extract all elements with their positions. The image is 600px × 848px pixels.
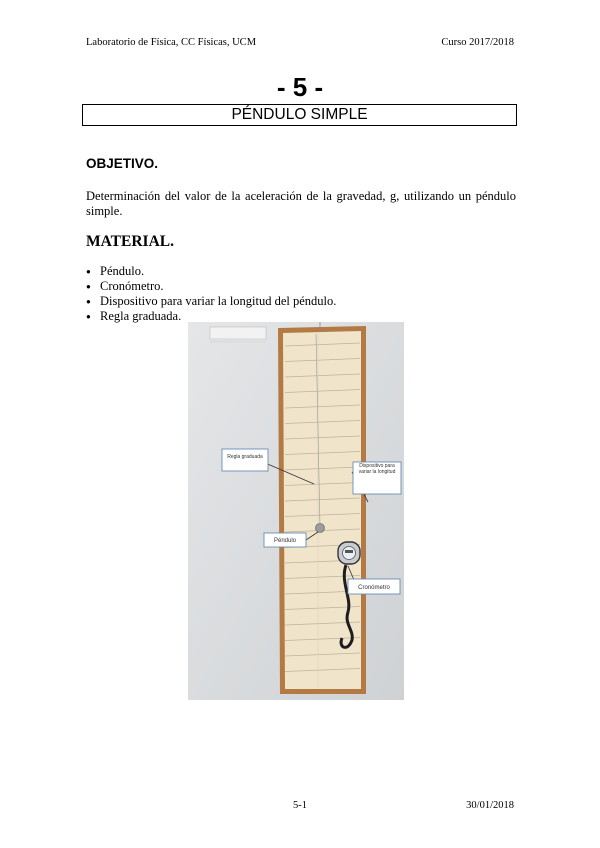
callout-stopwatch-label: Cronómetro: [358, 585, 390, 591]
material-item: ● Péndulo.: [86, 264, 336, 279]
material-list: [86, 264, 336, 324]
svg-text:Regla graduada: [227, 454, 263, 460]
objective-heading: OBJETIVO.: [86, 156, 159, 171]
callout-device-label: Dispositivo para variar la longitud: [358, 463, 396, 475]
pendulum-setup-photo: [188, 322, 404, 700]
footer-date: 30/01/2018: [466, 800, 514, 811]
callout-pendulum-label: Péndulo: [273, 538, 297, 544]
material-heading: MATERIAL.: [86, 233, 174, 250]
material-item: ● Regla graduada.: [86, 309, 336, 324]
objective-text: Determinación del valor de la aceleración de la gravedad, g, utilizando un péndulo simple.: [86, 189, 516, 218]
material-item: ● Dispositivo para variar la longitud del péndulo.: [86, 294, 336, 309]
page-number: 5-1: [293, 800, 307, 811]
callout-ruler-label: Regla graduada: [227, 454, 263, 460]
page-title: PÉNDULO SIMPLE: [82, 104, 517, 126]
wooden-board: [283, 331, 361, 689]
material-item: ● Cronómetro.: [86, 279, 336, 294]
pendulum-bob: [316, 524, 325, 533]
chapter-number: - 5 -: [276, 72, 324, 102]
header-left: Laboratorio de Física, CC Físicas, UCM: [86, 37, 257, 48]
header-right: Curso 2017/2018: [441, 37, 514, 48]
